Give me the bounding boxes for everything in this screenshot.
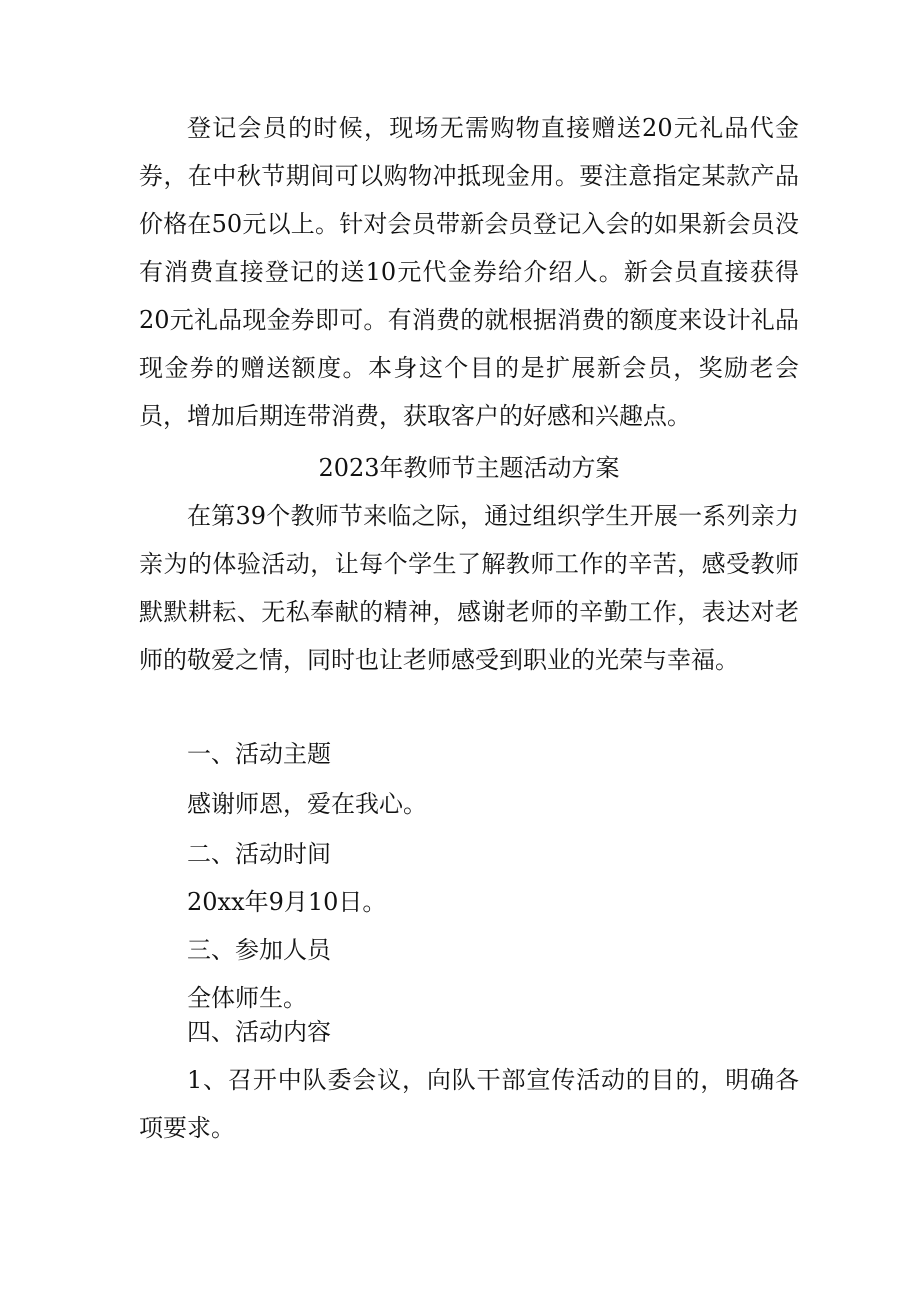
heading-time: 二、活动时间 <box>187 840 331 868</box>
heading-participants: 三、参加人员 <box>187 936 331 964</box>
section-title: 2023年教师节主题活动方案 <box>318 454 620 482</box>
text-theme: 感谢师恩，爱在我心。 <box>187 790 427 818</box>
text-time: 20xx年9月10日。 <box>187 888 387 916</box>
heading-theme: 一、活动主题 <box>187 740 331 768</box>
paragraph-content-1: 1、召开中队委会议，向队干部宣传活动的目的，明确各项要求。 <box>139 1066 799 1142</box>
heading-content: 四、活动内容 <box>187 1018 331 1046</box>
paragraph-intro: 在第39个教师节来临之际，通过组织学生开展一系列亲力亲为的体验活动，让每个学生了解教师工作的辛苦，感受教师默默耕耘、无私奉献的精神，感谢老师的辛勤工作，表达对老师的敬爱之情，同时也让老师感受到职业的光荣与幸福。 <box>139 502 799 674</box>
paragraph-membership: 登记会员的时候，现场无需购物直接赠送20元礼品代金券，在中秋节期间可以购物冲抵现金用。要注意指定某款产品价格在50元以上。针对会员带新会员登记入会的如果新会员没有消费直接登记的送10元代金券给介绍人。新会员直接获得20元礼品现金券即可。有消费的就根据消费的额度来设计礼品现金券的赠送额度。本身这个目的是扩展新会员，奖励老会员，增加后期连带消费，获取客户的好感和兴趣点。 <box>139 114 799 430</box>
text-participants: 全体师生。 <box>187 984 307 1012</box>
